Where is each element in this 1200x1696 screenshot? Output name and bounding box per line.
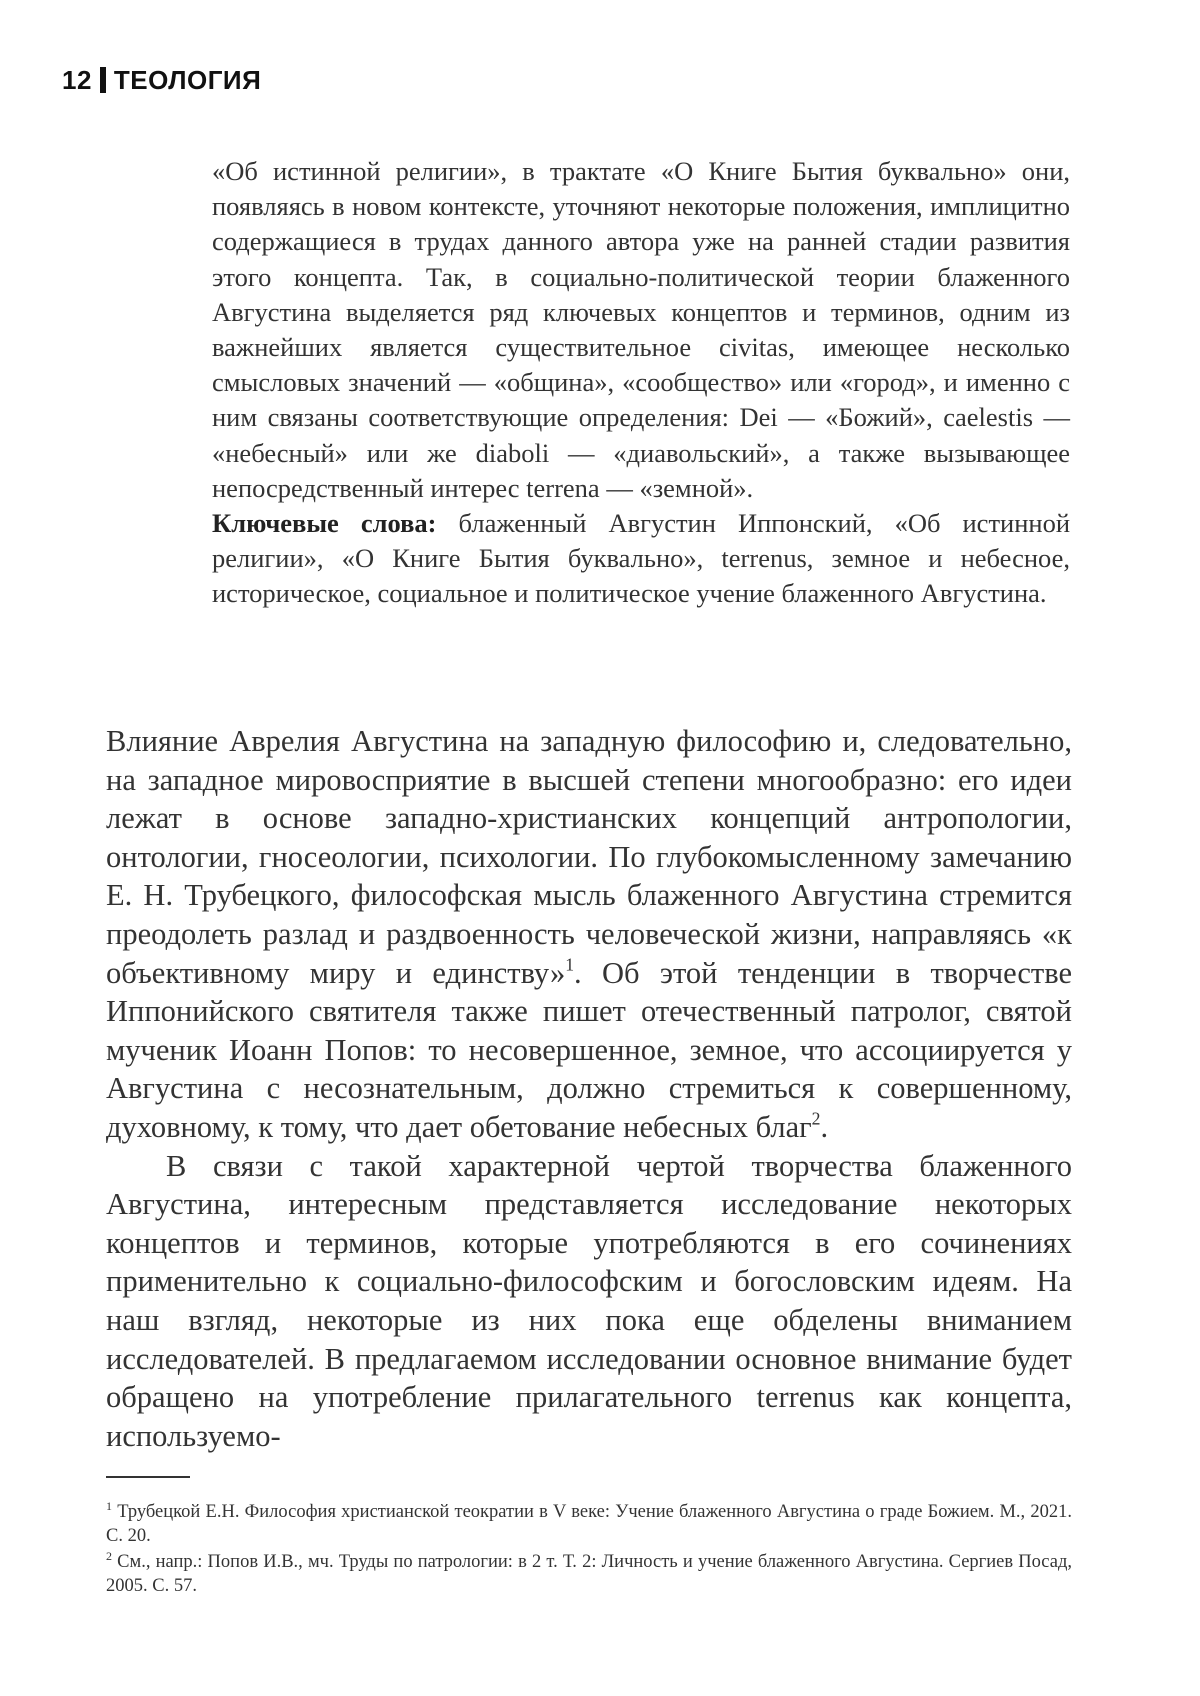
footnote-1-text: Трубецкой Е.Н. Философия христианской теократии в V веке: Учение блаженного Августина о граде Божием. М., 2021. С. 20. [106,1502,1073,1546]
body-paragraph-1-part-c: . [820,1109,829,1144]
body-paragraph-1-part-b: . Об этой тенденции в творчестве Иппонийского святителя также пишет отечественный патролог, святой мученик Иоанн Попов: то несовершенное, земное, что ассоциируется у Августина с несознательным, должно стремиться к совершенному, духовному, к тому, что дает обетование небесных благ [106,955,1073,1144]
footnote-ref-1: 1 [565,954,575,975]
body-paragraph-2: В связи с такой характерной чертой творчества блаженного Августина, интересным представляется исследование некоторых концептов и терминов, которые употребляются в его сочинениях применительно к социально-философским и богословским идеям. На наш взгляд, некоторые из них пока еще обделены вниманием исследователей. В предлагаемом исследовании основное внимание будет обращено на употребление прилагательного terrenus как концепта, используемо- [106,1148,1072,1453]
keywords-label: Ключевые слова: [212,508,437,539]
abstract-block [212,154,1070,612]
page-number: 12 [62,65,92,95]
abstract-text: «Об истинной религии», в трактате «О Книге Бытия буквально» они, появляясь в новом контексте, уточняют некоторые положения, имплицитно содержащиеся в трудах данного автора уже на ранней стадии развития этого концепта. Так, в социально-политической теории блаженного Августина выделяется ряд ключевых концептов и терминов, одним из важнейших является существительное civitas, имеющее несколько смысловых значений — «община», «сообщество» или «город», и именно с ним связаны соответствующие определения: Dei — «Божий», caelestis — «небесный» или же diaboli — «диавольский», а также вызывающее непосредственный интерес terrena — «земной». [212,156,1070,503]
footnote-2 [106,1550,1072,1598]
footnote-2-text: См., напр.: Попов И.В., мч. Труды по патрологии: в 2 т. Т. 2: Личность и учение блаженного Августина. Сергиев Посад, 2005. С. 57. [106,1552,1072,1596]
article-body [106,722,1072,1455]
keywords [212,506,1070,612]
footnote-ref-2: 2 [811,1108,821,1129]
footnotes [106,1500,1072,1600]
body-paragraph-1 [106,722,1072,1147]
footnote-1-marker: 1 [106,1498,113,1513]
header-divider-bar [100,67,106,93]
footnote-separator [106,1476,190,1478]
keywords-text: блаженный Августин Иппонский, «Об истинной религии», «О Книге Бытия буквально», terrenus, земное и небесное, историческое, социальное и политическое учение блаженного Августина. [212,508,1070,609]
footnote-2-marker: 2 [106,1548,113,1563]
section-title: ТЕОЛОГИЯ [113,65,262,95]
running-header [62,64,261,96]
footnote-1 [106,1500,1072,1548]
body-paragraph-1-part-a: Влияние Аврелия Августина на западную философию и, следовательно, на западное мировосприятие в высшей степени многообразно: его идеи лежат в основе западно-христианских концепций антропологии, онтологии, гносеологии, психологии. По глубокомысленному замечанию Е. Н. Трубецкого, философская мысль блаженного Августина стремится преодолеть разлад и раздвоенность человеческой жизни, направляясь «к объективному миру и единству» [106,724,1072,990]
